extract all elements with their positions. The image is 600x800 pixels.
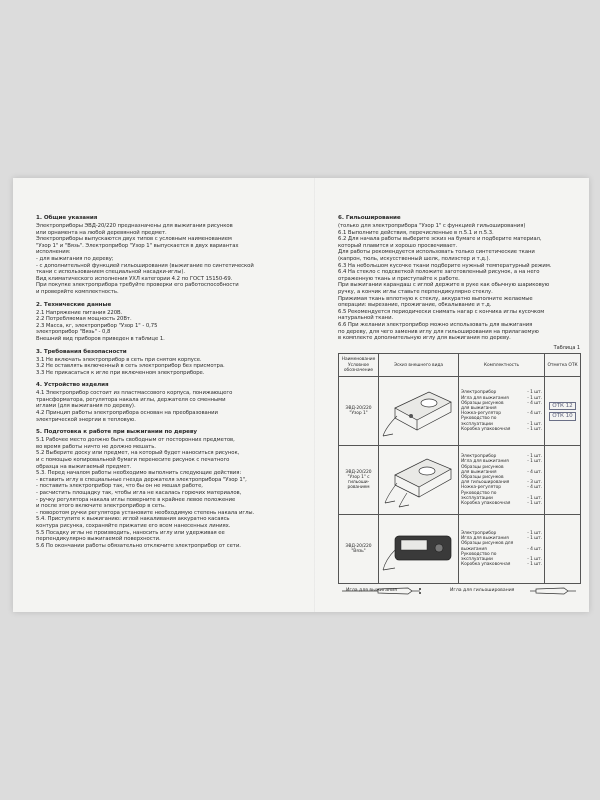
text-line: 6.3 На небольшом кусочке ткани подберите нужный температурный режим. [338,262,552,269]
table-row [339,515,581,584]
kit-item: Руководство по [461,490,497,496]
kit-item: Образцы рисунков [461,400,504,406]
text-line: 5.3. Перед началом работы необходимо выполнить следующие действия: [36,470,242,477]
row-name: ЭВД-20/220 "Узор 1" с гильоши-рованием [339,446,379,515]
kit-qty: - 1 шт. [527,562,542,568]
text-line: - расчистить площадку так, чтобы игла не касалась горючих материалов, [36,490,242,496]
section-device-body [36,390,288,423]
kit-line [461,501,542,506]
section-title-preparation: 5. Подготовка к работе при выжигании по дереву [36,429,197,436]
text-line: Электроприборы ЭВД-20/220 предназначены для выжигания рисунков [36,223,233,229]
row-otk [545,446,581,515]
section-title-general: 1. Общие указания [36,215,98,221]
text-line: - с дополнительной функцией гильоширования (выжигание по синтетической [36,262,254,269]
text-line: электроприбор "Вязь" - 0,8 [36,329,111,336]
section-safety-body [36,357,288,377]
kit-qty: - 4 шт. [527,485,542,491]
section-technical-body [36,310,288,343]
row-otk [545,515,581,584]
section-preparation-body [36,437,288,549]
text-line: и с помощью копировальной бумаги перенесите рисунок с печатного [36,457,230,464]
row-kit [459,515,545,584]
table-row [339,377,581,446]
table-caption: Таблица 1 [553,344,580,351]
kit-qty: - 4 шт. [527,546,542,552]
page-fold [314,178,316,612]
kit-item: Руководство по [461,551,497,557]
kit-item: Руководство по [461,416,497,422]
kit-item: Ножка-регулятор [461,411,501,417]
text-line: 6.1 Выполните действия, перечисленные в п.5.1 и п.5.3. [338,229,494,236]
row-sketch [379,377,459,446]
kit-item: эксплуатации [461,495,493,501]
text-line: Электроприборы выпускаются двух типов с условным наименованием [36,236,232,243]
kit-item: Электроприбор [461,531,497,537]
kit-item: Ножка-регулятор [461,485,501,491]
row-sketch [379,515,459,584]
kit-item: Образцы рисунков для [461,541,514,547]
kit-qty: - 3 шт. [527,480,542,486]
text-line: - ручку регулятора накала иглы поверните в крайнее левое положение [36,496,236,503]
text-line: или орнамента на любой деревянной предмет. [36,229,167,236]
text-line: иглами (для выжигания по дереву). [36,403,136,410]
kit-item: выжигания [461,546,487,552]
kit-item: для выжигания [461,406,497,412]
text-line: - вставить иглу в специальные гнезда держателя электроприбора "Узор 1", [36,476,247,483]
text-line: натуральной ткани. [338,315,394,322]
section-general-body [36,223,288,296]
text-line: 2.3 Масса, кг, электроприбор "Узор 1" - 0,75 [36,322,158,329]
kit-qty: - 1 шт. [527,454,542,460]
kit-table [338,353,581,584]
kit-item: эксплуатации [461,421,493,427]
text-line: в комплекте дополнительную иглу для выжигания по дереву. [338,335,511,342]
kit-item: для выжигания [461,469,497,475]
row-otk [545,377,581,446]
instruction-sheet [13,178,589,612]
table-row [339,446,581,515]
kit-item: для гильоширования [461,480,510,486]
section-title-guilloche: 6. Гильоширование [338,215,401,221]
text-line: исполнения: [36,249,71,256]
kit-item: Игла для выжигания [461,395,509,401]
text-line: 5.1 Рабочее место должно быть свободным от посторонних предметов, [36,437,235,444]
text-line: по дереву, для чего заменив иглу для гильоширования на прилагаемую [338,328,539,335]
text-line: образца на выжигаемый предмет. [36,463,132,470]
kit-item: Коробка упаковочная [461,501,511,507]
text-line: 5.2 Выберите доску или предмет, на который будет наноситься рисунок, [36,450,240,457]
table-header-row [339,354,581,377]
device-uzor-sketch [381,378,457,440]
text-line: 3.3 Не прикасаться к игле при включенном электроприборе. [36,369,205,376]
text-line: - поставить электроприбор так, что бы он не мешал работе, [36,483,203,490]
burn-needle-label: Игла для выжигания [346,588,397,593]
row-name: ЭВД-20/220 "Узор 1" [339,377,379,446]
kit-qty: - 1 шт. [527,459,542,465]
row-kit [459,446,545,515]
text-line: 6.2 Для начала работы выберите эскиз на бумаге и подберите материал, [338,236,542,243]
text-line: 5.4. Приступите к выжиганию: иглой накаливания аккуратно касаясь [36,516,230,523]
kit-item: Образцы рисунков [461,475,504,481]
kit-qty: - 1 шт. [527,426,542,432]
device-vyaz-sketch [381,516,457,578]
row-sketch [379,446,459,515]
section-title-technical: 2. Технические данные [36,301,112,308]
kit-line [461,427,542,432]
text-line: Прижимая ткань вплотную к стеклу, аккуратно выполните желаемые [338,295,533,302]
kit-qty: - 1 шт. [527,421,542,427]
otk-stamp: ОТК 12 [549,402,575,411]
text-line: 3.2 Не оставлять включенный в сеть электроприбор без присмотра. [36,363,225,370]
kit-qty: - 1 шт. [527,390,542,396]
text-line: во время работы ничто не должно мешать. [36,443,156,450]
kit-qty: - 1 шт. [527,495,542,501]
text-line: Вид климатического исполнения УХЛ категории 4.2 по ГОСТ 15150-69. [36,275,233,282]
kit-item: Коробка упаковочная [461,562,511,568]
kit-qty: - 1 шт. [527,557,542,563]
text-line: 2.2 Потребляемая мощность 20Вт. [36,316,132,323]
kit-qty: - 1 шт. [527,395,542,401]
text-line: Внешний вид приборов приведен в таблице 1. [36,335,165,342]
text-line: перпендикулярно выжигаемой поверхности. [36,536,161,543]
text-line: - поворотом ручки регулятора установите необходимую степень накала иглы. [36,509,255,516]
text-line: 6.4 На стекло с подсветкой положите заготовленный рисунок, а на него [338,269,540,276]
kit-qty: - 4 шт. [527,411,542,417]
text-line: 5.5 Посадку иглы не производить, наносить иглу или удерживая ее [36,529,225,536]
text-line: операции: вырезание, прожигание, обкалывание и т.д. [338,302,492,309]
row-name: ЭВД-20/220 "Вязь" [339,515,379,584]
text-line: отраженную ткань и приступайте к работе. [338,275,460,282]
needles-figure [338,583,580,597]
kit-qty: - 1 шт. [527,531,542,537]
row-kit [459,377,545,446]
text-line: контура рисунка, сохраняйте прижатие его всем нанесенных линиях. [36,522,231,529]
otk-stamp: ОТК 10 [549,412,575,421]
header-kit: Комплектность [459,354,545,377]
text-line: - для выжигания по дереву; [36,255,114,262]
kit-line [461,562,542,567]
text-line: 6.5 Рекомендуется периодически снимать нагар с кончика иглы кусочком [338,308,545,315]
guilloche-needle-icon [536,588,568,594]
kit-qty: - 4 шт. [527,400,542,406]
text-line: ручку, а кончик иглы ставьте перпендикулярно стеклу. [338,288,493,295]
text-line: 2.1 Напряжение питания 220В. [36,309,123,316]
text-line: 5.6 По окончании работы обязательно отключите электроприбор от сети. [36,542,241,549]
text-line: трансформатора, регулятора накала иглы, держателя со сменными [36,396,226,403]
kit-item: Образцы рисунков [461,464,504,470]
header-sketch: Эскиз внешнего вида [379,354,459,377]
text-line: 4.1 Электроприбор состоит из пластмассового корпуса, понижающего [36,390,233,397]
text-line: 4.2 Принцип работы электроприбора основан на преобразовании [36,410,218,417]
kit-item: Игла для выжигания [461,459,509,465]
text-line: и проверяйте комплектность. [36,288,119,295]
text-line: и после этого включите электроприбор в сеть. [36,503,166,510]
guilloche-needle-label: Игла для гильоширования [450,588,515,593]
section-title-device: 4. Устройство изделия [36,382,109,389]
text-line: (капрон, тюль, искусственный шелк, полиэстер и т.д.). [338,255,491,262]
right-column [338,215,580,584]
text-line: При выжигании карандаш с иглой держите в руке как обычную шариковую [338,282,550,289]
section-title-safety: 3. Требования безопасности [36,348,127,355]
text-line: При покупке электроприбора требуйте проверки его работоспособности [36,282,239,289]
text-line: Для работы рекомендуется использовать только синтетические ткани [338,249,535,256]
kit-item: эксплуатации [461,557,493,563]
text-line: "Узор 1" и "Вязь". Электроприбор "Узор 1" выпускается в двух вариантах [36,242,239,249]
device-uzor-guilloche-sketch [381,447,457,509]
kit-item: Электроприбор [461,390,497,396]
text-line: который плавится и хорошо просвечивает. [338,242,458,249]
text-line: ткани с использованием специальной насадки-иглы). [36,269,185,276]
kit-item: Электроприбор [461,454,497,460]
text-line: электрической энергии в тепловую. [36,416,136,423]
kit-item: Коробка упаковочная [461,426,511,432]
kit-item: Игла для выжигания [461,536,509,542]
section-guilloche-body [338,223,580,342]
kit-qty: - 1 шт. [527,536,542,542]
text-line: 3.1 Не включать электроприбор в сеть при снятом корпусе. [36,356,202,363]
header-otk: Отметка ОТК [545,354,581,377]
text-line: 6.6 При желании электроприбор можно использовать для выжигания [338,321,533,328]
kit-qty: - 1 шт. [527,501,542,507]
kit-qty: - 4 шт. [527,469,542,475]
header-name: Наименование Условное обозначение [339,354,379,377]
left-column [36,215,288,549]
text-line: (только для электроприбора "Узор 1" с функцией гильоширования) [338,223,526,229]
